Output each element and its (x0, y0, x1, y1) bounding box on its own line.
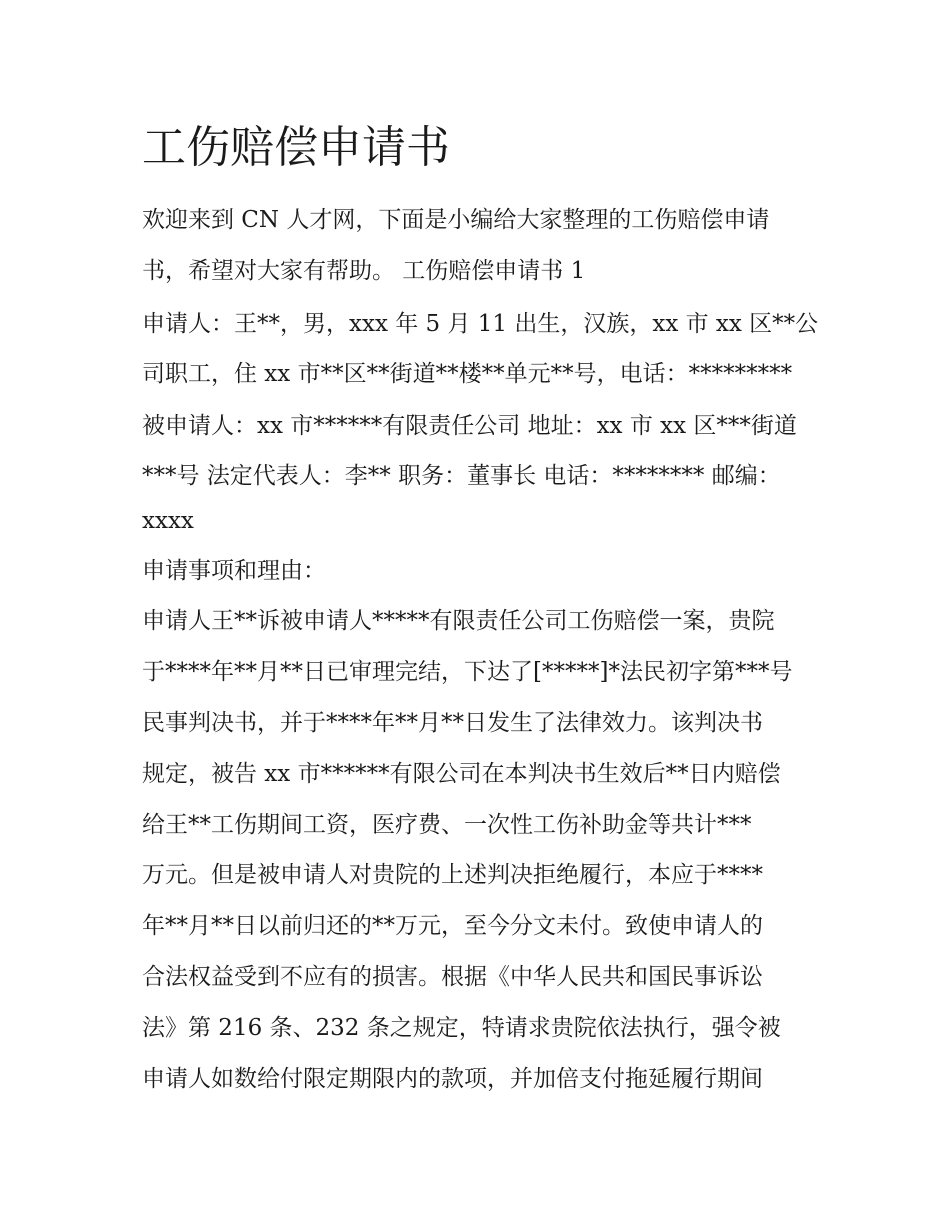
respondent-line: 被申请人：xx 市******有限责任公司 地址：xx 市 xx 区***街道 (142, 413, 797, 439)
intro-line: 书，希望对大家有帮助。 工伤赔偿申请书 1 (142, 258, 586, 284)
applicant-line: 司职工，住 xx 市**区**街道**楼**单元**号，电话：********* (142, 361, 793, 387)
body-line: 申请人如数给付限定期限内的款项，并加倍支付拖延履行期间 (142, 1066, 763, 1092)
respondent-line: ***号 法定代表人：李** 职务：董事长 电话：******** 邮编： (142, 463, 781, 489)
body-line: 规定，被告 xx 市******有限公司在本判决书生效后**日内赔偿 (142, 761, 781, 787)
respondent-line: xxxx (142, 508, 194, 534)
body-line: 合法权益受到不应有的损害。根据《中华人民共和国民事诉讼 (142, 964, 763, 990)
applicant-line: 申请人：王**，男，xxx 年 5 月 11 出生，汉族，xx 市 xx 区**公 (142, 311, 819, 337)
body-line: 万元。但是被申请人对贵院的上述判决拒绝履行，本应于**** (142, 862, 763, 888)
document-title: 工伤赔偿申请书 (142, 122, 450, 173)
body-line: 民事判决书，并于****年**月**日发生了法律效力。该判决书 (142, 710, 763, 736)
body-line: 申请人王**诉被申请人*****有限责任公司工伤赔偿一案，贵院 (142, 608, 775, 634)
section-heading: 申请事项和理由： (142, 558, 326, 584)
body-line: 于****年**月**日已审理完结，下达了[*****]*法民初字第***号 (142, 659, 793, 685)
body-line: 年**月**日以前归还的**万元，至今分文未付。致使申请人的 (142, 913, 763, 939)
intro-line: 欢迎来到 CN 人才网，下面是小编给大家整理的工伤赔偿申请 (142, 207, 770, 233)
body-line: 给王**工伤期间工资，医疗费、一次性工伤补助金等共计*** (142, 812, 752, 838)
body-line: 法》第 216 条、232 条之规定，特请求贵院依法执行，强令被 (142, 1015, 781, 1041)
